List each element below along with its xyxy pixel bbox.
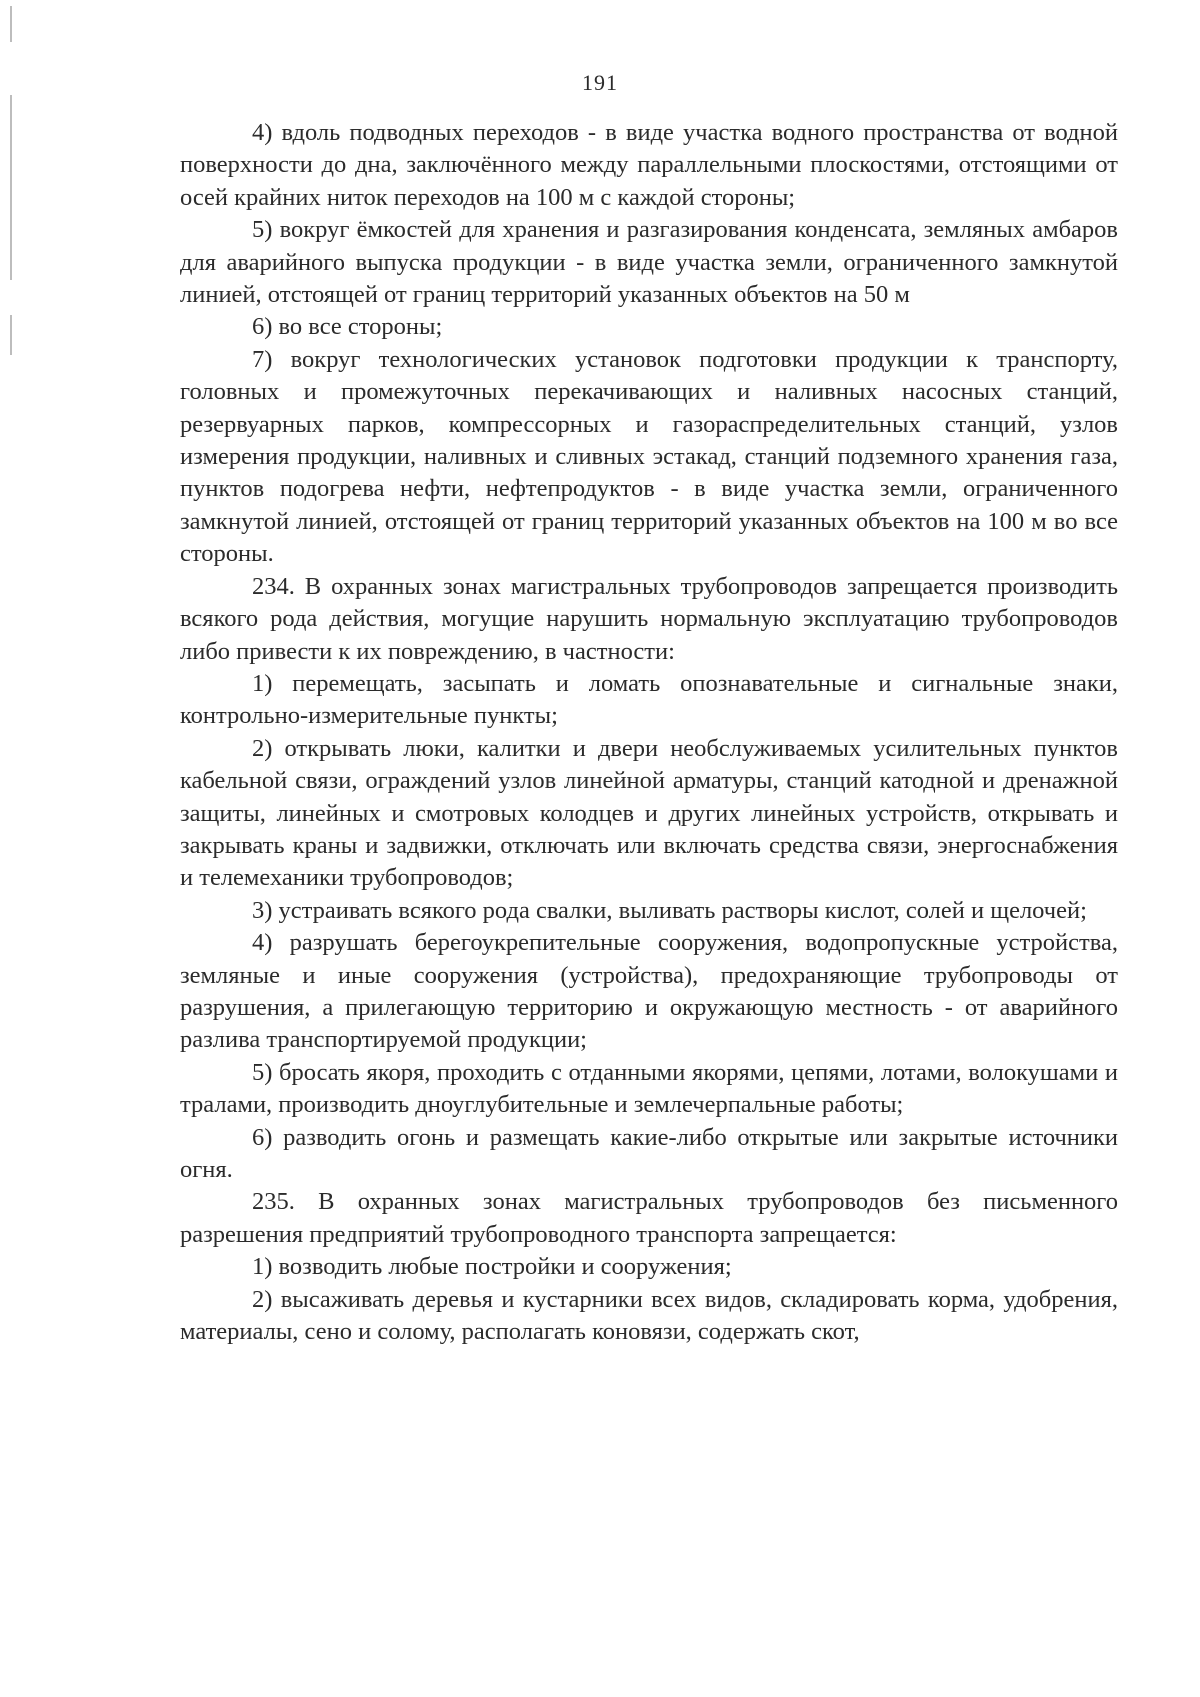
paragraph: 1) возводить любые постройки и сооружения; — [252, 1253, 732, 1281]
scan-edge-mark — [10, 6, 12, 42]
paragraph: 4) вдоль подводных переходов - в виде участка водного пространства от водной поверхности до дна, заключённого между параллельными плоскостями, отстоящими от осей крайних ниток переходов на 100 м с каждой стороны; — [180, 119, 1118, 211]
paragraph: 234. В охранных зонах магистральных трубопроводов запрещается производить всякого рода действия, могущие нарушить нормальную эксплуатацию трубопроводов либо привести к их повреждению, в частности: — [180, 572, 1118, 665]
scan-edge-mark — [10, 315, 12, 355]
paragraph: 7) вокруг технологических установок подготовки продукции к транспорту, головных и промежуточных перекачивающих и наливных насосных станций, резервуарных парков, компрессорных и газораспределительных станций, узлов измерения продукции, наливных и сливных эстакад, станций подземного хранения газа, пунктов подогрева нефти, нефтепродуктов - в виде участка земли, ограниченного замкнутой линией, отстоящей от границ территорий указанных объектов на 100 м во все стороны. — [180, 345, 1118, 568]
paragraph: 4) разрушать берегоукрепительные сооружения, водопропускные устройства, земляные и иные сооружения (устройства), предохраняющие трубопроводы от разрушения, а прилегающую территорию и окружающую местность - от аварийного разлива транспортируемой продукции; — [180, 929, 1118, 1054]
paragraph: 3) устраивать всякого рода свалки, выливать растворы кислот, солей и щелочей; — [252, 896, 1087, 924]
paragraph: 5) вокруг ёмкостей для хранения и разгазирования конденсата, земляных амбаров для аварийного выпуска продукции - в виде участка земли, ограниченного замкнутой линией, отстоящей от границ территорий указанных объектов на 50 м — [180, 216, 1118, 309]
page-number: 191 — [582, 70, 618, 95]
paragraph: 2) высаживать деревья и кустарники всех видов, складировать корма, удобрения, материалы, сено и солому, располагать коновязи, содержать скот, — [180, 1285, 1118, 1346]
scan-edge-mark — [10, 95, 12, 280]
paragraph: 6) разводить огонь и размещать какие-либо открытые или закрытые источники огня. — [180, 1123, 1118, 1183]
paragraph: 1) перемещать, засыпать и ломать опознавательные и сигнальные знаки, контрольно-измерительные пункты; — [180, 669, 1118, 730]
document-body — [180, 117, 1118, 1348]
paragraph: 235. В охранных зонах магистральных трубопроводов без письменного разрешения предприятий трубопроводного транспорта запрещается: — [180, 1188, 1118, 1248]
paragraph: 5) бросать якоря, проходить с отданными якорями, цепями, лотами, волокушами и тралами, производить дноуглубительные и землечерпальные работы; — [180, 1058, 1118, 1119]
paragraph: 6) во все стороны; — [252, 313, 443, 341]
paragraph: 2) открывать люки, калитки и двери необслуживаемых усилительных пунктов кабельной связи, ограждений узлов линейной арматуры, станций катодной и дренажной защиты, линейных и смотровых колодцев и других линейных устройств, открывать и закрывать краны и задвижки, отключать или включать средства связи, энергоснабжения и телемеханики трубопроводов; — [180, 734, 1118, 892]
